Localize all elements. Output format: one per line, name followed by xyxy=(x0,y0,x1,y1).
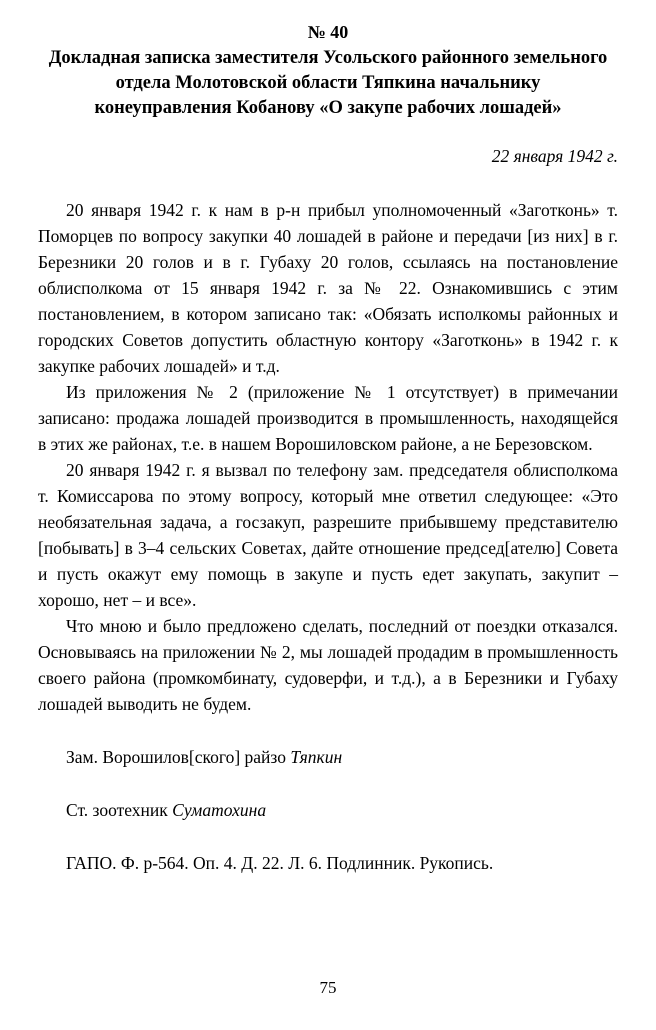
archive-reference: ГАПО. Ф. р-564. Оп. 4. Д. 22. Л. 6. Подлинник. Рукопись. xyxy=(66,853,494,873)
page-number: 75 xyxy=(319,978,337,997)
document-number: № 40 xyxy=(307,22,349,42)
signature-name: Суматохина xyxy=(172,800,267,820)
signature-line xyxy=(38,744,618,770)
document-date: 22 января 1942 г. xyxy=(491,146,618,166)
paragraph: Что мною и было предложено сделать, последний от поездки отказался. Основываясь на приложении № 2, мы лошадей продадим в промышленность своего района (промкомбинату, судоверфи, и т.д.), а в Березники и Губаху лошадей выводить не будем. xyxy=(38,616,618,714)
document-body xyxy=(38,197,618,717)
document-title: Докладная записка заместителя Усольского районного земельного отдела Молотовской области Тяпкина начальнику конеуправления Кобанову «О закупе рабочих лошадей» xyxy=(48,48,608,118)
paragraph: Из приложения № 2 (приложение № 1 отсутствует) в примечании записано: продажа лошадей производится в промышленность, находящейся в этих же районах, т.е. в нашем Ворошиловском районе, а не Березовском. xyxy=(38,382,618,454)
signature-role: Зам. Ворошилов[ского] райзо xyxy=(66,747,286,767)
signature-line xyxy=(38,797,618,823)
paragraph: 20 января 1942 г. к нам в р-н прибыл уполномоченный «Заготконь» т. Поморцев по вопросу закупки 40 лошадей в районе и передачи [из них] в г. Березники 20 голов и в г. Губаху 20 голов, ссылаясь на постановление облисполкома от 15 января 1942 г. за № 22. Ознакомившись с этим постановлением, в котором записано так: «Обязать исполкомы районных и городских Советов допустить областную контору «Заготконь» в 1942 г. к закупке рабочих лошадей» и т.д. xyxy=(38,200,618,376)
signature-role: Ст. зоотехник xyxy=(66,800,168,820)
paragraph: 20 января 1942 г. я вызвал по телефону зам. председателя облисполкома т. Комиссарова по этому вопросу, который мне ответил следующее: «Это необязательная задача, а госзакуп, разрешите прибывшему представителю [побывать] в 3–4 сельских Советах, дайте отношение председ[ателю] Совета и пусть окажут ему помощь в закупе и пусть едет закупать, закупит – хорошо, нет – и все». xyxy=(38,460,618,610)
signature-name: Тяпкин xyxy=(290,747,343,767)
